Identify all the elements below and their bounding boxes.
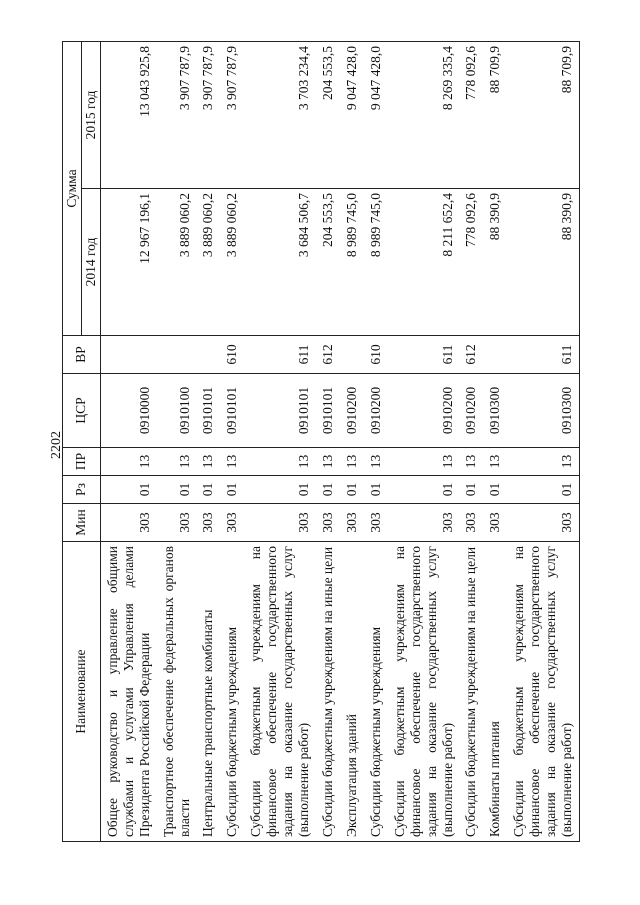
row-csr: 0910101	[316, 374, 340, 448]
row-csr: 0910101	[244, 374, 316, 448]
row-2014: 3 889 060,2	[157, 189, 197, 336]
row-pr: 13	[157, 448, 197, 476]
row-2014: 3 889 060,2	[220, 189, 244, 336]
row-vr	[100, 336, 156, 374]
row-rz: 01	[459, 476, 483, 504]
row-rz: 01	[507, 476, 579, 504]
row-vr: 611	[507, 336, 579, 374]
row-2014: 3 684 506,7	[244, 189, 316, 336]
row-2015: 204 553,5	[316, 41, 340, 188]
row-rz: 01	[244, 476, 316, 504]
row-rz: 01	[340, 476, 364, 504]
row-csr: 0910200	[364, 374, 388, 448]
header-csr: ЦСР	[63, 374, 101, 448]
row-csr: 0910300	[483, 374, 507, 448]
table-row	[220, 41, 244, 841]
table-row	[316, 41, 340, 841]
row-min: 303	[388, 504, 460, 542]
row-pr: 13	[459, 448, 483, 476]
table-header	[63, 41, 101, 841]
row-rz: 01	[157, 476, 197, 504]
row-name: Субсидии бюджетным учреждениям на финансовое обеспечение государственного задания на оказание государственных услуг (выполнение работ)	[388, 542, 460, 842]
row-pr: 13	[340, 448, 364, 476]
row-2014: 778 092,6	[459, 189, 483, 336]
row-csr: 0910100	[157, 374, 197, 448]
budget-table	[62, 41, 580, 842]
row-rz: 01	[220, 476, 244, 504]
row-vr	[340, 336, 364, 374]
row-vr	[196, 336, 220, 374]
row-2015: 778 092,6	[459, 41, 483, 188]
row-csr: 0910101	[220, 374, 244, 448]
row-min: 303	[483, 504, 507, 542]
row-rz: 01	[364, 476, 388, 504]
row-2014: 88 390,9	[507, 189, 579, 336]
row-vr: 610	[220, 336, 244, 374]
row-name: Центральные транспортные комбинаты	[196, 542, 220, 842]
row-pr: 13	[220, 448, 244, 476]
table-row	[340, 41, 364, 841]
row-vr	[157, 336, 197, 374]
row-name: Субсидии бюджетным учреждениям на иные цели	[316, 542, 340, 842]
header-2015: 2015 год	[81, 41, 100, 188]
row-rz: 01	[388, 476, 460, 504]
row-csr: 0910300	[507, 374, 579, 448]
table-row	[157, 41, 197, 841]
row-pr: 13	[483, 448, 507, 476]
row-min: 303	[196, 504, 220, 542]
row-rz: 01	[483, 476, 507, 504]
row-min: 303	[220, 504, 244, 542]
row-min: 303	[244, 504, 316, 542]
row-min: 303	[316, 504, 340, 542]
row-rz: 01	[100, 476, 156, 504]
row-csr: 0910200	[459, 374, 483, 448]
row-csr: 0910200	[340, 374, 364, 448]
row-2015: 88 709,9	[483, 41, 507, 188]
row-pr: 13	[364, 448, 388, 476]
row-name: Транспортное обеспечение федеральных органов власти	[157, 542, 197, 842]
table-row	[364, 41, 388, 841]
row-name: Общее руководство и управление общими службами и услугами Управления делами Президента Российской Федерации	[100, 542, 156, 842]
row-name: Субсидии бюджетным учреждениям на финансовое обеспечение государственного задания на оказание государственных услуг (выполнение работ)	[507, 542, 579, 842]
row-vr	[483, 336, 507, 374]
row-vr: 611	[244, 336, 316, 374]
header-rz: Рз	[63, 476, 101, 504]
rotated-table-container	[62, 42, 575, 842]
row-name: Субсидии бюджетным учреждениям	[364, 542, 388, 842]
table-row	[507, 41, 579, 841]
row-2015: 88 709,9	[507, 41, 579, 188]
row-min: 303	[157, 504, 197, 542]
row-pr: 13	[100, 448, 156, 476]
table-body	[100, 41, 579, 841]
row-name: Субсидии бюджетным учреждениям на иные цели	[459, 542, 483, 842]
row-min: 303	[507, 504, 579, 542]
row-csr: 0910101	[196, 374, 220, 448]
row-vr: 612	[316, 336, 340, 374]
row-2015: 8 269 335,4	[388, 41, 460, 188]
row-name: Субсидии бюджетным учреждениям	[220, 542, 244, 842]
header-pr: ПР	[63, 448, 101, 476]
row-rz: 01	[316, 476, 340, 504]
row-pr: 13	[316, 448, 340, 476]
row-2015: 3 907 787,9	[196, 41, 220, 188]
row-2014: 8 989 745,0	[340, 189, 364, 336]
header-min: Мин	[63, 504, 101, 542]
row-csr: 0910200	[388, 374, 460, 448]
row-vr: 612	[459, 336, 483, 374]
row-2014: 12 967 196,1	[100, 189, 156, 336]
page-number: 2202	[49, 431, 64, 459]
header-2014: 2014 год	[81, 189, 100, 336]
row-2015: 9 047 428,0	[340, 41, 364, 188]
row-name: Субсидии бюджетным учреждениям на финансовое обеспечение государственного задания на оказание государственных услуг (выполнение работ)	[244, 542, 316, 842]
row-rz: 01	[196, 476, 220, 504]
row-min: 303	[459, 504, 483, 542]
row-min: 303	[340, 504, 364, 542]
row-2014: 3 889 060,2	[196, 189, 220, 336]
row-csr: 0910000	[100, 374, 156, 448]
row-min: 303	[100, 504, 156, 542]
header-name: Наименование	[63, 542, 101, 842]
header-vr: ВР	[63, 336, 101, 374]
row-2014: 88 390,9	[483, 189, 507, 336]
table-row	[388, 41, 460, 841]
table-row	[100, 41, 156, 841]
row-pr: 13	[244, 448, 316, 476]
row-vr: 610	[364, 336, 388, 374]
row-2015: 13 043 925,8	[100, 41, 156, 188]
row-2014: 204 553,5	[316, 189, 340, 336]
row-2015: 3 703 234,4	[244, 41, 316, 188]
table-row	[483, 41, 507, 841]
header-sum: Сумма	[63, 41, 82, 335]
row-vr: 611	[388, 336, 460, 374]
row-pr: 13	[507, 448, 579, 476]
table-row	[244, 41, 316, 841]
row-pr: 13	[388, 448, 460, 476]
row-name: Комбинаты питания	[483, 542, 507, 842]
table-row	[459, 41, 483, 841]
row-2014: 8 211 652,4	[388, 189, 460, 336]
row-pr: 13	[196, 448, 220, 476]
row-2015: 9 047 428,0	[364, 41, 388, 188]
table-row	[196, 41, 220, 841]
row-2015: 3 907 787,9	[157, 41, 197, 188]
row-min: 303	[364, 504, 388, 542]
row-2014: 8 989 745,0	[364, 189, 388, 336]
row-name: Эксплуатация зданий	[340, 542, 364, 842]
row-2015: 3 907 787,9	[220, 41, 244, 188]
